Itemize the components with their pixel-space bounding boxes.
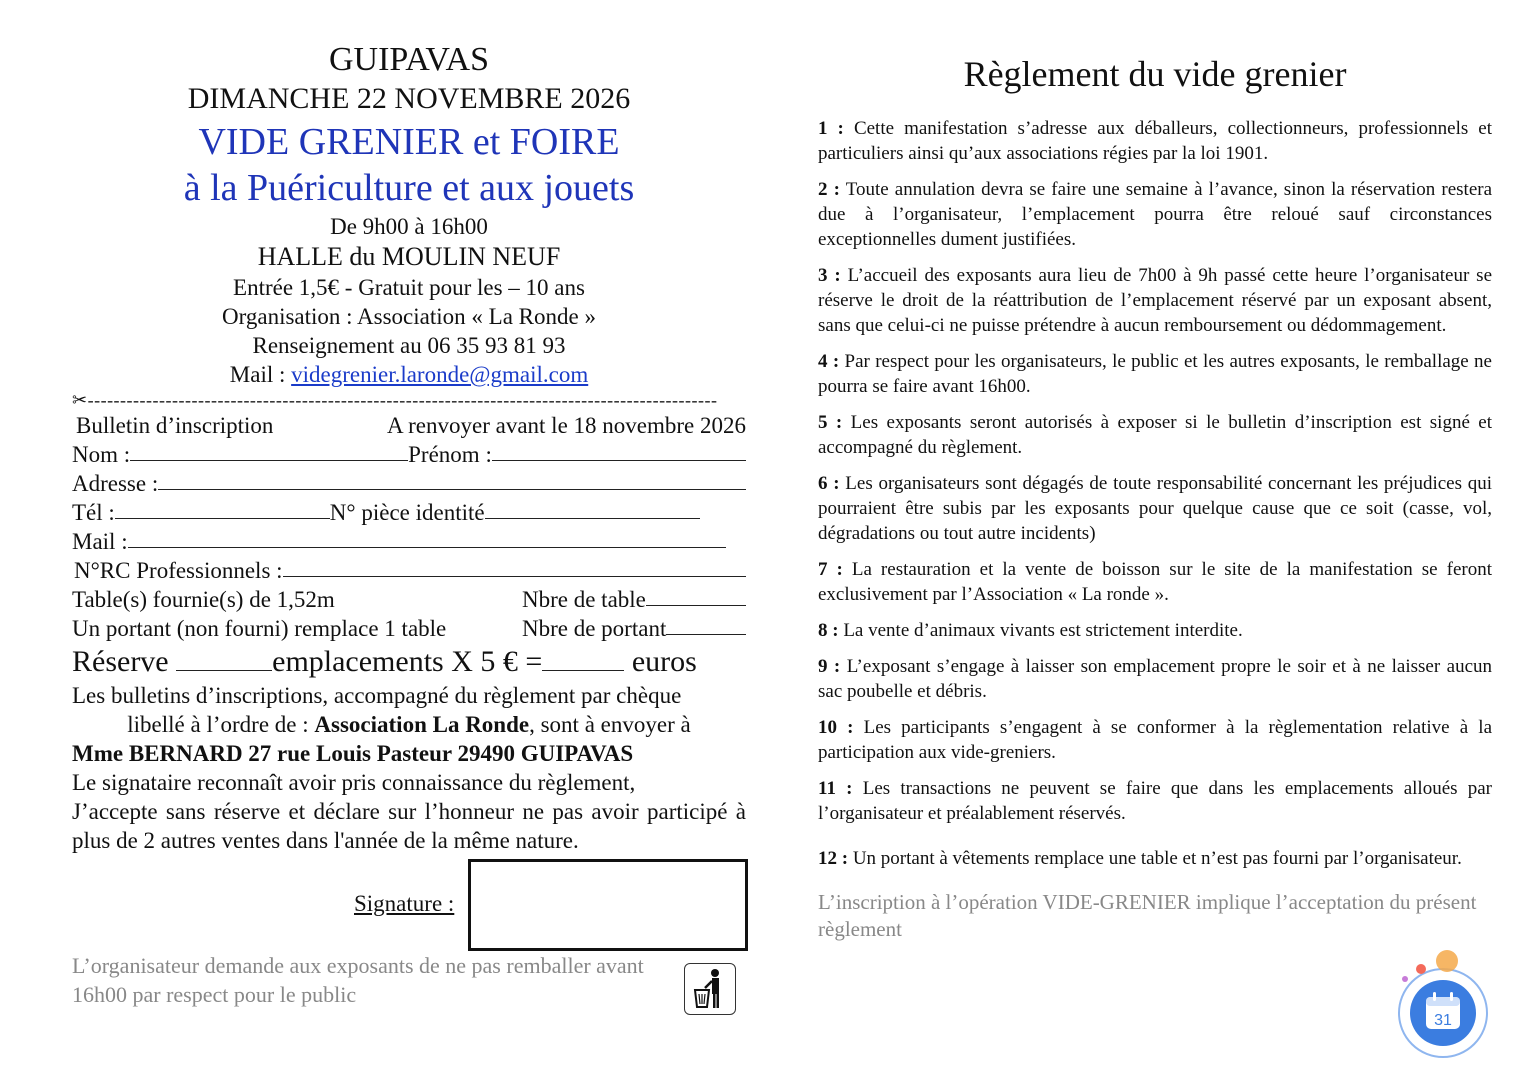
send-line-1: Les bulletins d’inscriptions, accompagné du règlement par chèque: [72, 683, 682, 708]
form-title: Bulletin d’inscription: [76, 413, 274, 438]
rule-text: L’accueil des exposants aura lieu de 7h00 à 9h passé cette heure l’organisateur se réserve le droit de la réattribution de l’emplacement réservé par un exposant absent, sans que celui-ci ne puisse prétendre à aucun remboursement ou dédommagement.: [818, 265, 1493, 336]
rule-number: 5 :: [818, 412, 843, 433]
rule-item: [818, 263, 1492, 338]
reserve-euros: euros: [624, 645, 697, 678]
mail-field[interactable]: [128, 527, 726, 548]
tables-label: Table(s) fournie(s) de 1,52m: [72, 587, 335, 612]
event-hours: De 9h00 à 16h00: [330, 214, 488, 239]
send-line-2: [72, 710, 746, 739]
rule-number: 10 :: [818, 717, 854, 738]
row-portant: [72, 614, 746, 643]
town-title: GUIPAVAS: [328, 41, 490, 78]
registration-form-page: [72, 40, 746, 1009]
headline-2: à la Puériculture et aux jouets: [183, 167, 635, 209]
rule-item: [818, 846, 1492, 871]
row-tables: [72, 585, 746, 614]
rule-text: Les organisateurs sont dégagés de toute responsabilité concernant les préjudices qui pourraient être subis par les exposants pour quelque cause que ce soit (casse, vol, dégradations ou tout autre incidents): [818, 473, 1493, 544]
prenom-label: Prénom :: [408, 442, 492, 467]
rule-text: Par respect pour les organisateurs, le public et les autres exposants, le remballage ne pourra se faire avant 16h00.: [818, 351, 1492, 397]
rule-item: [818, 654, 1492, 704]
info-phone: Renseignement au 06 35 93 81 93: [252, 333, 566, 358]
form-deadline: A renvoyer avant le 18 novembre 2026: [387, 413, 746, 438]
portant-label: Un portant (non fourni) remplace 1 table: [72, 616, 447, 641]
rule-item: [818, 776, 1492, 826]
adresse-label: Adresse :: [72, 471, 159, 496]
send-address: Mme BERNARD 27 rue Louis Pasteur 29490 GUIPAVAS: [72, 741, 634, 766]
rule-number: 11 :: [818, 778, 853, 799]
declaration-2: J’accepte sans réserve et déclare sur l’honneur ne pas avoir participé à plus de 2 autres ventes dans l'année de la même nature.: [72, 799, 746, 853]
reserve-count-field[interactable]: [176, 646, 272, 671]
rules-list: [818, 116, 1492, 871]
rule-text: Les participants s’engagent à se conformer à la règlementation relative à la participation aux vide-greniers.: [818, 717, 1493, 763]
rule-item: [818, 618, 1492, 643]
prenom-field[interactable]: [492, 440, 746, 461]
row-mail: [72, 527, 746, 556]
rule-item: [818, 471, 1492, 546]
reserve-total-field[interactable]: [542, 646, 624, 671]
tel-label: Tél :: [72, 500, 115, 525]
rules-footer: L’inscription à l’opération VIDE-GRENIER implique l’acceptation du présent règlement: [818, 890, 1477, 941]
rule-text: La vente d’animaux vivants est strictement interdite.: [838, 620, 1243, 641]
rule-item: [818, 116, 1492, 166]
headline-1: VIDE GRENIER et FOIRE: [198, 121, 620, 163]
row-reserve: [72, 643, 746, 681]
piece-label: N° pièce identité: [329, 500, 485, 525]
rule-item: [818, 177, 1492, 252]
row-name: [72, 440, 746, 469]
rule-text: Cette manifestation s’adresse aux déballeurs, collectionneurs, professionnels et particuliers ainsi qu’aux associations régies par la loi 1901.: [818, 118, 1493, 164]
reserve-label: Réserve: [72, 645, 177, 678]
calendar-day: 31: [1434, 1012, 1452, 1029]
nbre-portant-label: Nbre de portant: [522, 616, 667, 641]
form-header: [72, 411, 746, 440]
rule-item: [818, 715, 1492, 765]
rule-number: 6 :: [818, 473, 840, 494]
rule-text: L’exposant s’engage à laisser son emplacement propre le soir et à ne laisser aucun sac poubelle et débris.: [818, 656, 1492, 702]
signature-area: [72, 859, 746, 951]
tel-field[interactable]: [115, 498, 330, 519]
mail-label: Mail :: [229, 362, 292, 387]
mail-link[interactable]: videgrenier.laronde@gmail.com: [291, 362, 589, 387]
rule-text: Les exposants seront autorisés à exposer si le bulletin d’inscription est signé et accompagné du règlement.: [818, 412, 1493, 458]
rule-text: La restauration et la vente de boisson sur le site de la manifestation se feront exclusivement par l’Association « La ronde ».: [818, 559, 1493, 605]
nbre-table-label: Nbre de table: [522, 587, 646, 612]
rules-page: [818, 52, 1492, 943]
adresse-field[interactable]: [158, 469, 746, 490]
row-rc: [72, 556, 746, 585]
rule-number: 8 :: [818, 620, 839, 641]
nbre-table-field[interactable]: [646, 585, 746, 606]
rule-text: Un portant à vêtements remplace une table et n’est pas fourni par l’organisateur.: [848, 848, 1462, 869]
left-footer-note: L’organisateur demande aux exposants de ne pas remballer avant 16h00 par respect pour le public: [72, 953, 644, 1007]
trash-bin-icon: [684, 963, 736, 1015]
row-phone: [72, 498, 746, 527]
event-date: DIMANCHE 22 NOVEMBRE 2026: [187, 82, 631, 115]
nom-field[interactable]: [130, 440, 408, 461]
declaration-1: Le signataire reconnaît avoir pris connaissance du règlement,: [72, 770, 636, 795]
rule-number: 3 :: [818, 265, 841, 286]
send-2c: , sont à envoyer à: [529, 712, 691, 737]
decor-dot: [1436, 950, 1458, 972]
rule-text: Les transactions ne peuvent se faire que dans les emplacements alloués par l’organisateur et préalablement réservés.: [818, 778, 1493, 824]
nbre-portant-field[interactable]: [666, 614, 746, 635]
rc-field[interactable]: [283, 556, 746, 577]
send-2b: Association La Ronde: [314, 712, 530, 737]
nom-label: Nom :: [72, 442, 131, 467]
rule-item: [818, 410, 1492, 460]
rules-title: Règlement du vide grenier: [963, 54, 1347, 94]
cut-line: ✂-------------------------------------------------------------------------------------------------: [72, 390, 718, 410]
event-venue: HALLE du MOULIN NEUF: [257, 242, 561, 271]
rule-number: 12 :: [818, 848, 849, 869]
piece-field[interactable]: [485, 498, 700, 519]
reserve-text: emplacements X 5 € =: [272, 645, 543, 678]
calendar-icon[interactable]: [1393, 963, 1489, 1059]
entry-price: Entrée 1,5€ - Gratuit pour les – 10 ans: [233, 275, 585, 300]
rule-item: [818, 557, 1492, 607]
mail-field-label: Mail :: [72, 529, 128, 554]
signature-label: Signature :: [354, 891, 455, 916]
signature-box[interactable]: [468, 859, 748, 951]
rule-number: 1 :: [818, 118, 844, 139]
rule-text: Toute annulation devra se faire une semaine à l’avance, sinon la réservation restera due à l’organisateur, l’emplacement pourra être reloué sauf circonstances exceptionnelles dument justifiées.: [818, 179, 1493, 250]
organisation: Organisation : Association « La Ronde »: [222, 304, 596, 329]
rule-number: 7 :: [818, 559, 843, 580]
rule-number: 4 :: [818, 351, 840, 372]
rule-number: 9 :: [818, 656, 841, 677]
send-2a: libellé à l’ordre de :: [127, 712, 315, 737]
mail-line: [72, 360, 746, 389]
rule-item: [818, 349, 1492, 399]
rule-number: 2 :: [818, 179, 840, 200]
rc-label: N°RC Professionnels :: [74, 558, 283, 583]
row-address: [72, 469, 746, 498]
